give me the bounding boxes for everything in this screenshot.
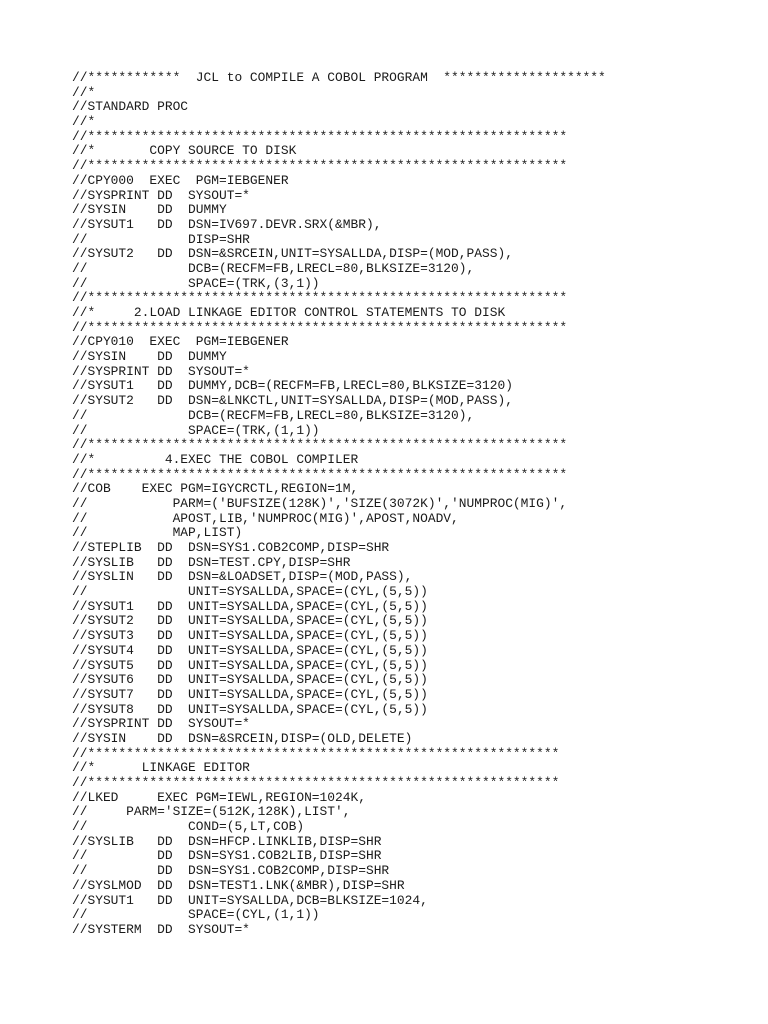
jcl-line: //************************************************************** bbox=[72, 128, 568, 144]
jcl-line: //SYSLIN DD DSN=&LOADSET,DISP=(MOD,PASS), bbox=[72, 569, 413, 585]
jcl-line: //SYSPRINT DD SYSOUT=* bbox=[72, 363, 250, 379]
jcl-line: //************************************************************** bbox=[72, 466, 568, 482]
jcl-line: //* COPY SOURCE TO DISK bbox=[72, 143, 297, 159]
jcl-line: // SPACE=(CYL,(1,1)) bbox=[72, 907, 320, 923]
jcl-line: //SYSUT1 DD UNIT=SYSALLDA,SPACE=(CYL,(5,5)) bbox=[72, 598, 428, 614]
jcl-line: //SYSUT4 DD UNIT=SYSALLDA,SPACE=(CYL,(5,5)) bbox=[72, 642, 428, 658]
jcl-line: //************ JCL to COMPILE A COBOL PROGRAM ********************* bbox=[72, 70, 606, 85]
jcl-line: //************************************************************* bbox=[72, 745, 560, 761]
jcl-line: //COB EXEC PGM=IGYCRCTL,REGION=1M, bbox=[72, 481, 359, 497]
jcl-line: //SYSUT3 DD UNIT=SYSALLDA,SPACE=(CYL,(5,5)) bbox=[72, 628, 428, 644]
jcl-line: //* bbox=[72, 114, 96, 130]
jcl-line: //STEPLIB DD DSN=SYS1.COB2COMP,DISP=SHR bbox=[72, 540, 390, 555]
jcl-line: // SPACE=(TRK,(1,1)) bbox=[72, 422, 320, 438]
jcl-line: //CPY010 EXEC PGM=IEBGENER bbox=[72, 334, 289, 350]
jcl-line: //* 4.EXEC THE COBOL COMPILER bbox=[72, 451, 359, 467]
jcl-line: // DD DSN=SYS1.COB2LIB,DISP=SHR bbox=[72, 848, 382, 864]
jcl-line: // DCB=(RECFM=FB,LRECL=80,BLKSIZE=3120), bbox=[72, 260, 475, 276]
jcl-line: //************************************************************** bbox=[72, 290, 568, 306]
jcl-line: //SYSUT1 DD DUMMY,DCB=(RECFM=FB,LRECL=80,BLKSIZE=3120) bbox=[72, 378, 513, 394]
jcl-line: //SYSUT2 DD DSN=&LNKCTL,UNIT=SYSALLDA,DISP=(MOD,PASS), bbox=[72, 393, 513, 409]
jcl-line: //SYSIN DD DUMMY bbox=[72, 202, 227, 218]
jcl-line: //CPY000 EXEC PGM=IEBGENER bbox=[72, 172, 289, 188]
jcl-line: // PARM='SIZE=(512K,128K),LIST', bbox=[72, 804, 351, 820]
jcl-line: //SYSUT1 DD DSN=IV697.DEVR.SRX(&MBR), bbox=[72, 216, 382, 232]
jcl-line: //STANDARD PROC bbox=[72, 99, 189, 115]
jcl-line: //************************************************************* bbox=[72, 775, 560, 790]
jcl-line: //SYSUT2 DD DSN=&SRCEIN,UNIT=SYSALLDA,DISP=(MOD,PASS), bbox=[72, 246, 513, 262]
jcl-line: //SYSTERM DD SYSOUT=* bbox=[72, 921, 250, 937]
jcl-line: //SYSLIB DD DSN=HFCP.LINKLIB,DISP=SHR bbox=[72, 833, 382, 849]
jcl-line: // DCB=(RECFM=FB,LRECL=80,BLKSIZE=3120), bbox=[72, 407, 475, 423]
jcl-line: //************************************************************** bbox=[72, 437, 568, 453]
jcl-line: //* LINKAGE EDITOR bbox=[72, 760, 250, 776]
jcl-line: //SYSUT2 DD UNIT=SYSALLDA,SPACE=(CYL,(5,5)) bbox=[72, 613, 428, 629]
jcl-line: //************************************************************** bbox=[72, 158, 568, 174]
jcl-line: //SYSIN DD DSN=&SRCEIN,DISP=(OLD,DELETE) bbox=[72, 730, 413, 746]
jcl-line: // COND=(5,LT,COB) bbox=[72, 819, 305, 835]
jcl-line: // PARM=('BUFSIZE(128K)','SIZE(3072K)','NUMPROC(MIG)', bbox=[72, 495, 568, 511]
jcl-line: //SYSUT7 DD UNIT=SYSALLDA,SPACE=(CYL,(5,5)) bbox=[72, 686, 428, 702]
jcl-line: //SYSPRINT DD SYSOUT=* bbox=[72, 187, 250, 203]
jcl-line: // UNIT=SYSALLDA,SPACE=(CYL,(5,5)) bbox=[72, 584, 428, 600]
jcl-line: //SYSUT8 DD UNIT=SYSALLDA,SPACE=(CYL,(5,5)) bbox=[72, 701, 428, 717]
jcl-line: //SYSIN DD DUMMY bbox=[72, 349, 227, 365]
jcl-line: // DISP=SHR bbox=[72, 231, 250, 247]
jcl-line: //* bbox=[72, 84, 96, 100]
jcl-line: // APOST,LIB,'NUMPROC(MIG)',APOST,NOADV, bbox=[72, 510, 459, 526]
jcl-line: // MAP,LIST) bbox=[72, 525, 243, 541]
jcl-line: //SYSUT6 DD UNIT=SYSALLDA,SPACE=(CYL,(5,5)) bbox=[72, 672, 428, 688]
jcl-listing bbox=[72, 71, 606, 938]
jcl-line: //SYSLIB DD DSN=TEST.CPY,DISP=SHR bbox=[72, 554, 351, 570]
jcl-line: //************************************************************** bbox=[72, 319, 568, 335]
jcl-line: //SYSLMOD DD DSN=TEST1.LNK(&MBR),DISP=SHR bbox=[72, 877, 405, 893]
jcl-line: //* 2.LOAD LINKAGE EDITOR CONTROL STATEMENTS TO DISK bbox=[72, 305, 506, 320]
jcl-line: //LKED EXEC PGM=IEWL,REGION=1024K, bbox=[72, 789, 366, 805]
jcl-line: // DD DSN=SYS1.COB2COMP,DISP=SHR bbox=[72, 863, 390, 879]
jcl-line: //SYSPRINT DD SYSOUT=* bbox=[72, 716, 250, 732]
jcl-line: //SYSUT1 DD UNIT=SYSALLDA,DCB=BLKSIZE=1024, bbox=[72, 892, 428, 908]
jcl-line: // SPACE=(TRK,(3,1)) bbox=[72, 275, 320, 291]
jcl-line: //SYSUT5 DD UNIT=SYSALLDA,SPACE=(CYL,(5,5)) bbox=[72, 657, 428, 673]
